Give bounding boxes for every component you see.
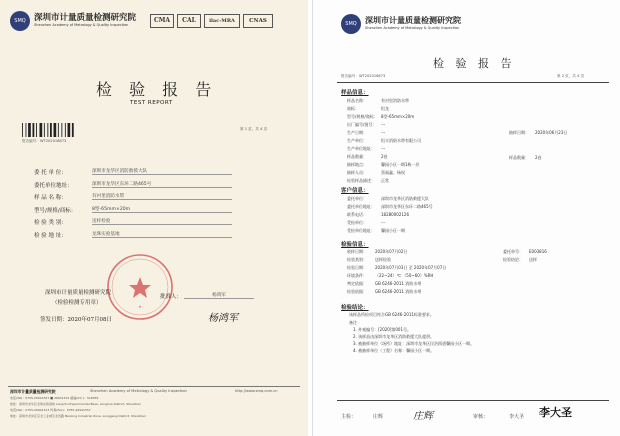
report-cover-page [0, 0, 308, 436]
field-label: 检 验 地 址： [34, 232, 67, 239]
report-title: 检 验 报 告 [96, 80, 218, 99]
field-value: GB 6246-2011 消防水带 [375, 289, 422, 294]
field-label: 出厂编号/批号： [347, 122, 377, 127]
field-value: 有衬里消防水带 [92, 193, 232, 200]
field-value: 正常 [381, 178, 389, 183]
approver-label: 批准人： [160, 294, 183, 300]
reviewer-name: 李大圣 [509, 414, 525, 420]
field-label: 委托单位： [347, 196, 367, 201]
footer-org: 深圳市计量质量检测研究院 [10, 389, 56, 394]
field-label: 检验类别： [347, 257, 367, 262]
org-name-en: Shenzhen Academy of Metrology & Quality Inspection [34, 23, 129, 27]
report-detail-page [312, 0, 620, 436]
cert-cma-icon: CMA [150, 14, 174, 28]
field-label: 样品名称： [347, 98, 367, 103]
page-number: 第 1 页，共 4 页 [240, 127, 268, 131]
field-value: 恒龙 [381, 106, 389, 111]
field-label: 收样日期： [347, 249, 367, 254]
footer-url: http://www.smq.com.cn [235, 389, 278, 393]
seal-label: 深圳市计量质量检测研究院 [45, 290, 112, 296]
test-conclusion-label: 检验结论： [503, 257, 523, 262]
field-label: 受检单位： [347, 220, 367, 225]
field-value: 蔡福鑫、杨权 [381, 170, 405, 175]
official-stamp [105, 252, 175, 322]
field-value: 深圳市龙华区消防救援大队 [92, 168, 232, 175]
field-label: 委托单位地址： [34, 182, 73, 189]
org-name-en: Shenzhen Academy of Metrology & Quality Inspection [365, 26, 460, 30]
barcode-icon [22, 123, 80, 137]
footer-line: 电话(Tel)：0755-26941513 传真(Fax)：0755-26941557 [10, 408, 91, 412]
report-subtitle: TEST REPORT [130, 100, 173, 106]
field-value: 2020年07月02日 [375, 249, 408, 254]
footer-line: 地址：深圳市龙岗区宝龙工业城宝龙四路 Baolong Industrial Zone, Longgang District, Shenzhen [10, 414, 146, 418]
approver-signature: 杨鸿军 [208, 313, 238, 324]
field-label: 商标： [347, 106, 359, 111]
field-label: 环境条件： [347, 273, 367, 278]
field-label: 生产单位地址： [347, 146, 375, 151]
order-no-label: 委托单号： [503, 249, 523, 254]
field-value: （22~24）℃ （50~60）%RH [375, 273, 434, 278]
cert-ilac-icon: ilac-MRA [204, 14, 240, 28]
checker-label: 主检： [341, 414, 357, 420]
field-value: 有衬里消防水带 [381, 98, 409, 103]
sample-date-value: 2020年06月23日 [535, 130, 568, 135]
seal-sub: （检验检测专用章） [52, 300, 102, 306]
field-label: 委托单位地址： [347, 204, 375, 209]
field-value: 深圳市龙华区东环二路465号 [381, 204, 433, 209]
remark-item: 3. 被抽样单位（场所）地址：深圳市龙华区民治街道馨园小区一期。 [353, 341, 475, 346]
conclusion-text: 该样品所检项目符合GB 6246-2011标准要求。 [349, 312, 434, 317]
remarks-label: 备注： [349, 320, 361, 325]
field-label: 检验日期： [347, 265, 367, 270]
org-logo-icon: SMQ [10, 11, 30, 31]
footer-line: 地址：深圳市龙华区龙珠实验基地 Longzhu Experimental Base, Longhua District, Shenzhen [10, 402, 142, 406]
field-value: 2卷 [381, 154, 388, 159]
field-value: --- [381, 146, 386, 151]
field-label: 抽样人员： [347, 170, 367, 175]
order-no-value: E003816 [529, 249, 547, 254]
approver-name: 杨鸿军 [184, 292, 254, 299]
footer-org-en: Shenzhen Academy of Metrology & Quality Inspection [90, 389, 187, 393]
test-section-title: 检验信息： [341, 242, 369, 248]
sample-date-label: 抽样日期： [509, 130, 529, 135]
sign-date: 签发日期：2020年07月08日 [40, 317, 112, 323]
field-value: --- [381, 130, 386, 135]
remark-item: 4. 被抽样单位（工程）名称：馨园小区一期。 [353, 348, 435, 353]
field-label: 抽样地点： [347, 162, 367, 167]
field-label: 型号/规格/商标： [347, 114, 378, 119]
footer-line: 电话(Tel)：0755-26941557 ■ 26941512 邮编(P.C.)：518055 [10, 396, 99, 400]
field-value: 龙珠实验基地 [92, 231, 232, 238]
field-label: 型号/规格/商标： [34, 207, 77, 214]
field-value: 馨园小区一期1栋一层 [381, 162, 420, 167]
field-label: 检 验 类 别： [34, 220, 67, 226]
field-value: 送样检验 [375, 257, 391, 262]
org-logo-icon: SMQ [341, 14, 361, 34]
field-label: 委 托 单 位： [34, 170, 67, 176]
field-value: 深圳市龙华区消防救援大队 [381, 196, 429, 201]
report-number: 报告编号：WT202016873 [22, 139, 67, 143]
svg-text:★: ★ [138, 304, 142, 309]
page-number: 第 2 页，共 4 页 [557, 74, 585, 78]
conclusion-section-title: 检验结论： [341, 305, 369, 311]
field-value: 8型-65mm×20m [92, 206, 232, 213]
field-label: 样 品 名 称： [34, 195, 67, 201]
checker-signature: 庄辉 [413, 411, 433, 422]
field-value: GB 6246-2011 消防水带 [375, 281, 422, 286]
field-value: --- [381, 220, 386, 225]
org-name: 深圳市计量质量检测研究院 [365, 15, 461, 25]
field-value: 深圳市龙华区东环二路465号 [92, 181, 232, 188]
footer-divider [8, 386, 300, 387]
report-title: 检 验 报 告 [433, 57, 516, 70]
reviewer-signature: 李大圣 [539, 406, 572, 419]
sample-qty-label: 样品数量： [509, 155, 529, 160]
org-name: 深圳市计量质量检测研究院 [34, 13, 137, 23]
reviewer-label: 审核： [473, 414, 489, 420]
field-value: 18280002126 [381, 212, 409, 217]
field-value: --- [381, 122, 386, 127]
field-label: 判定依据： [347, 281, 367, 286]
field-value: 馨园小区一期 [381, 228, 405, 233]
field-label: 生产单位： [347, 138, 367, 143]
field-label: 生产日期： [347, 130, 367, 135]
report-number: 报告编号：WT202016873 [341, 74, 386, 78]
field-label: 样品数量： [347, 154, 367, 159]
remark-item: 2. 该样品由深圳市龙华区消防救援大队提供。 [353, 334, 435, 339]
field-value: 恒丰消防水带有限公司 [381, 138, 421, 143]
client-section-title: 客户信息： [341, 188, 369, 194]
checker-name: 庄辉 [373, 414, 384, 420]
sample-qty-value: 2卷 [535, 155, 542, 160]
sample-section-title: 样品信息： [341, 90, 369, 96]
field-label: 受检单位地址： [347, 228, 375, 233]
field-value: 8型-65mm×20m [381, 114, 415, 119]
field-label: 检验依据： [347, 289, 367, 294]
remark-item: 1. 外观编号：[2020]第001号。 [353, 327, 412, 332]
field-value: 送样检验 [92, 218, 232, 225]
cert-cal-icon: CAL [177, 14, 201, 28]
field-value: 2020年07月03日 至 2020年07月07日 [375, 265, 447, 270]
cert-cnas-icon: CNAS [243, 14, 273, 28]
test-conclusion-value: 送样 [529, 257, 537, 262]
field-label: 检验样品描述： [347, 178, 375, 183]
field-label: 联系电话： [347, 212, 367, 217]
